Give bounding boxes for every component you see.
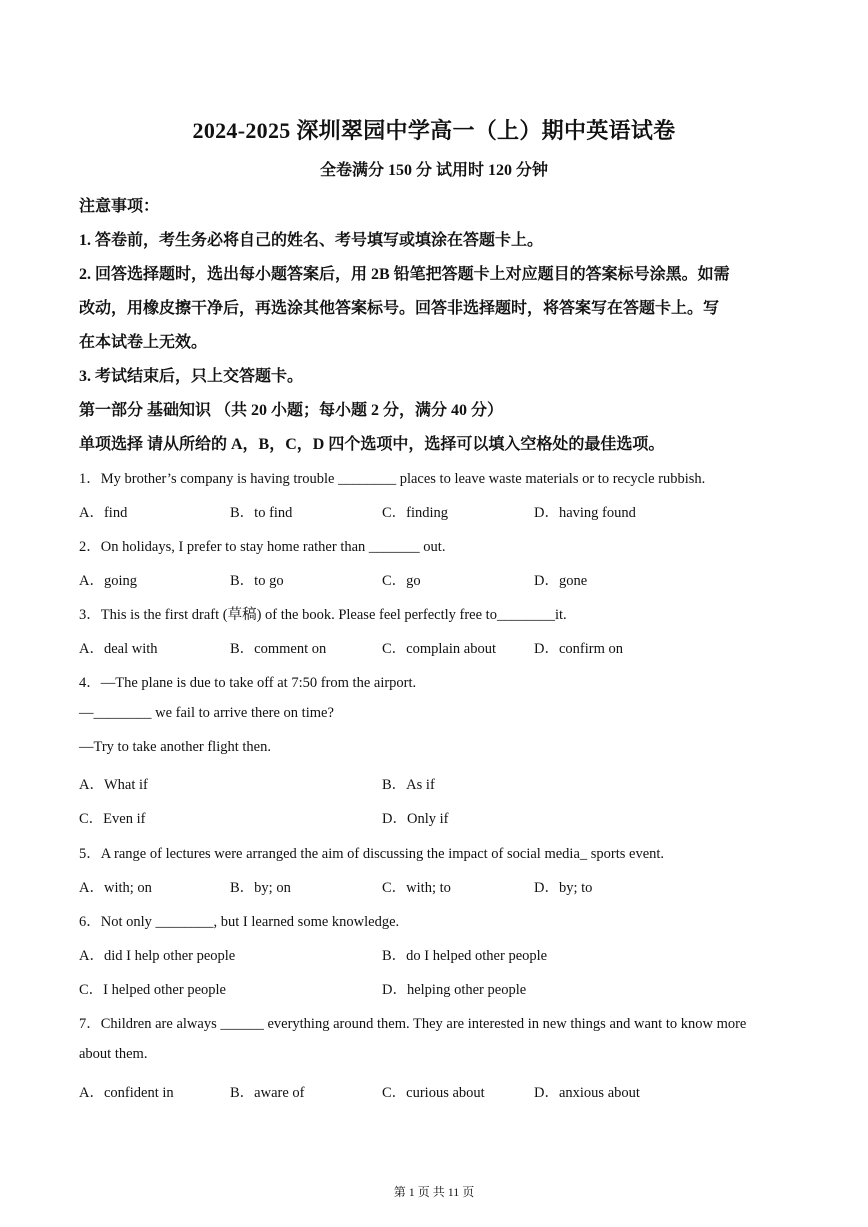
question-7-option-a: A．confident in [79, 1085, 174, 1101]
question-3-option-b: B．comment on [230, 641, 327, 657]
question-5-option-d: D．by; to [534, 880, 593, 896]
question-6-option-b: B．do I helped other people [382, 948, 548, 964]
question-4-line-3: —Try to take another flight then. [79, 739, 271, 755]
question-5-option-b: B．by; on [230, 880, 291, 896]
question-4-option-a: A．What if [79, 777, 148, 793]
question-7-line-2: about them. [79, 1046, 148, 1062]
notice-line-2c: 在本试卷上无效。 [79, 334, 208, 351]
question-2-option-d: D．gone [534, 573, 588, 589]
question-1-stem: 1．My brother’s company is having trouble ________ places to leave waste materials or to recycle rubbish. [79, 471, 706, 487]
question-1-option-b: B．to find [230, 505, 293, 521]
question-5-option-a: A．with; on [79, 880, 152, 896]
question-4-option-b: B．As if [382, 777, 435, 793]
question-4-stem: 4．—The plane is due to take off at 7:50 from the airport. [79, 675, 417, 691]
question-7-option-b: B．aware of [230, 1085, 305, 1101]
question-7-stem: 7．Children are always ______ everything around them. They are interested in new things and want to know more [79, 1016, 747, 1032]
question-4-line-2: —________ we fail to arrive there on time? [79, 705, 334, 721]
question-3-option-d: D．confirm on [534, 641, 623, 657]
question-6-option-a: A．did I help other people [79, 948, 236, 964]
question-6-option-c: C．I helped other people [79, 982, 226, 998]
notice-line-1: 1. 答卷前，考生务必将自己的姓名、考号填写或填涂在答题卡上。 [79, 232, 544, 249]
page-footer: 第 1 页 共 11 页 [393, 1185, 475, 1199]
question-2-option-a: A．going [79, 573, 137, 589]
question-3-option-a: A．deal with [79, 641, 158, 657]
notice-line-2a: 2. 回答选择题时，选出每小题答案后，用 2B 铅笔把答题卡上对应题目的答案标号涂黑。如需 [79, 266, 730, 283]
question-1-option-a: A．find [79, 505, 128, 521]
question-7-option-d: D．anxious about [534, 1085, 640, 1101]
notice-line-3: 3. 考试结束后，只上交答题卡。 [79, 368, 304, 385]
question-1-option-c: C．finding [382, 505, 449, 521]
question-2-option-b: B．to go [230, 573, 284, 589]
question-2-stem: 2．On holidays, I prefer to stay home rather than _______ out. [79, 539, 446, 555]
question-2-option-c: C．go [382, 573, 421, 589]
question-6-option-d: D．helping other people [382, 982, 527, 998]
question-6-stem: 6．Not only ________, but I learned some knowledge. [79, 914, 400, 930]
question-3-option-c: C．complain about [382, 641, 496, 657]
question-4-option-c: C．Even if [79, 811, 146, 827]
question-5-option-c: C．with; to [382, 880, 451, 896]
notice-heading: 注意事项： [79, 198, 160, 215]
question-5-stem: 5．A range of lectures were arranged the aim of discussing the impact of social media_ sports event. [79, 846, 665, 862]
question-1-option-d: D．having found [534, 505, 636, 521]
exam-title: 2024-2025 深圳翠园中学高一（上）期中英语试卷 [192, 118, 676, 143]
section-instruction: 单项选择 请从所给的 A，B，C，D 四个选项中，选择可以填入空格处的最佳选项。 [79, 436, 665, 453]
exam-subtitle: 全卷满分 150 分 试用时 120 分钟 [319, 162, 548, 179]
question-7-option-c: C．curious about [382, 1085, 485, 1101]
notice-line-2b: 改动，用橡皮擦干净后，再选涂其他答案标号。回答非选择题时，将答案写在答题卡上。写 [79, 300, 720, 317]
question-3-stem: 3．This is the first draft (草稿) of the book. Please feel perfectly free to________it. [79, 607, 567, 623]
part-heading: 第一部分 基础知识 （共 20 小题；每小题 2 分，满分 40 分） [79, 402, 504, 419]
question-4-option-d: D．Only if [382, 811, 449, 827]
